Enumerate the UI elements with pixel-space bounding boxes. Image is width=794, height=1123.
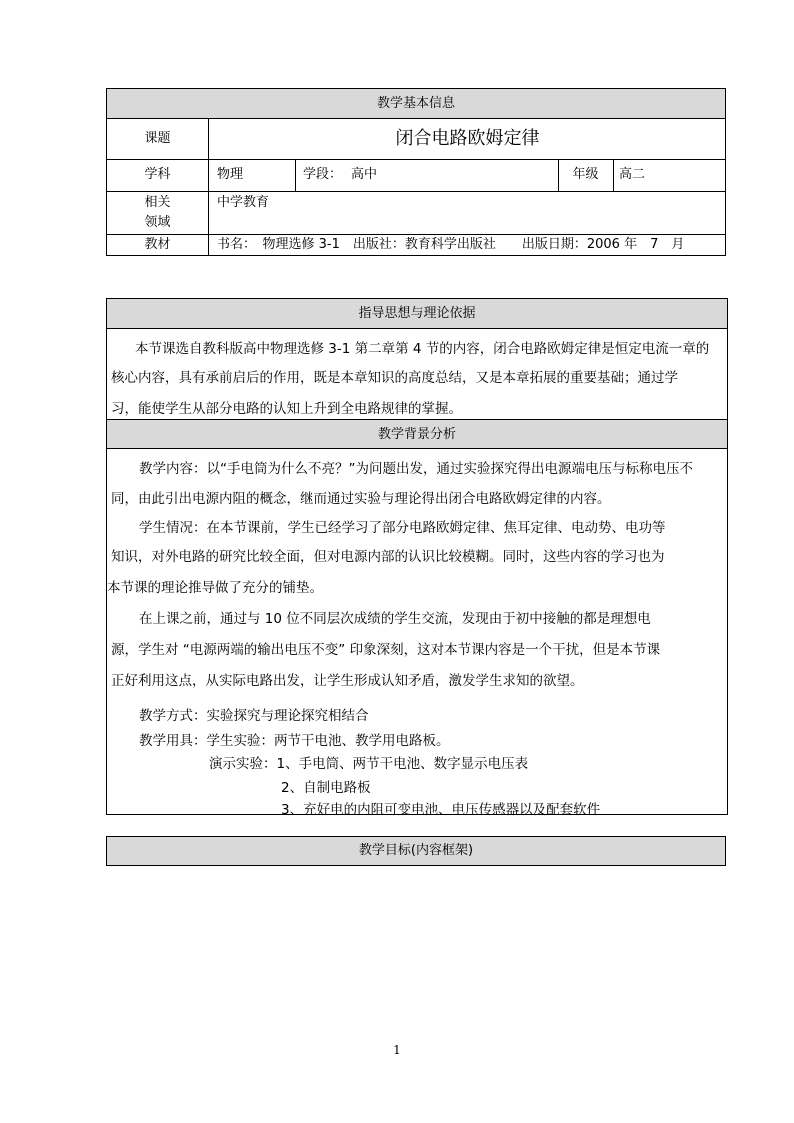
content-line-2: 同，由此引出电源内阻的概念，继而通过实验与理论得出闭合电路欧姆定律的内容。 [111, 491, 611, 507]
tools-line: 教学用具：学生实验：两节干电池、教学用电路板。 [139, 733, 450, 749]
guiding-line-1: 本节课选自教科版高中物理选修 3-1 第二章第 4 节的内容，闭合电路欧姆定律是恒定电流一章的 [135, 341, 710, 357]
topic-label: 课题 [144, 131, 171, 146]
field-label-2: 领域 [144, 215, 171, 230]
guiding-header: 指导思想与理论依据 [107, 299, 727, 329]
objectives-header: 教学目标(内容框架) [107, 837, 725, 865]
objectives-table [106, 836, 726, 866]
pre-line-1: 在上课之前，通过与 10 位不同层次成绩的学生交流，发现由于初中接触的都是理想电 [139, 611, 651, 627]
method-line: 教学方式：实验探究与理论探究相结合 [139, 708, 369, 724]
stage-label: 学段： [303, 167, 343, 182]
topic-value: 闭合电路欧姆定律 [395, 128, 540, 149]
content-line-1: 教学内容：以“手电筒为什么不亮？”为问题出发，通过实验探究得出电源端电压与标称电压不 [139, 461, 693, 477]
demo-line-1: 演示实验：1、手电筒、两节干电池、数字显示电压表 [209, 756, 529, 772]
basic-info-header: 教学基本信息 [107, 89, 725, 119]
field-value: 中学教育 [217, 195, 270, 210]
subject-value: 物理 [217, 167, 244, 182]
pre-line-3: 正好利用这点，从实际电路出发，让学生形成认知矛盾，激发学生求知的欲望。 [111, 673, 584, 689]
subject-label: 学科 [144, 167, 171, 182]
grade-value: 高二 [619, 167, 646, 182]
guiding-line-3: 习，能使学生从部分电路的认知上升到全电路规律的掌握。 [111, 401, 462, 417]
basic-info-table [106, 88, 726, 256]
student-line-3: 本节课的理论推导做了充分的铺垫。 [107, 580, 323, 596]
student-line-2: 知识，对外电路的研究比较全面，但对电源内部的认识比较模糊。同时，这些内容的学习也为 [111, 549, 665, 565]
background-header: 教学背景分析 [107, 419, 727, 449]
demo-line-3: 3、充好电的内阻可变电池、电压传感器以及配套软件 [281, 802, 601, 818]
textbook-value: 书名： 物理选修 3-1 出版社：教育科学出版社 出版日期：2006 年 7 月 [217, 237, 685, 252]
stage-value: 高中 [351, 167, 378, 182]
field-label-1: 相关 [144, 195, 171, 210]
grade-label: 年级 [572, 167, 599, 182]
guiding-background-table [106, 298, 728, 818]
textbook-label: 教材 [144, 237, 171, 252]
guiding-line-2: 核心内容，具有承前启后的作用，既是本章知识的高度总结，又是本章拓展的重要基础；通过学 [111, 370, 678, 386]
student-line-1: 学生情况：在本节课前，学生已经学习了部分电路欧姆定律、焦耳定律、电动势、电功等 [139, 520, 666, 536]
pre-line-2: 源，学生对 “电源两端的输出电压不变” 印象深刻，这对本节课内容是一个干扰，但是本节课 [111, 642, 661, 658]
page-number: 1 [393, 1043, 401, 1057]
demo-line-2: 2、自制电路板 [281, 780, 371, 796]
